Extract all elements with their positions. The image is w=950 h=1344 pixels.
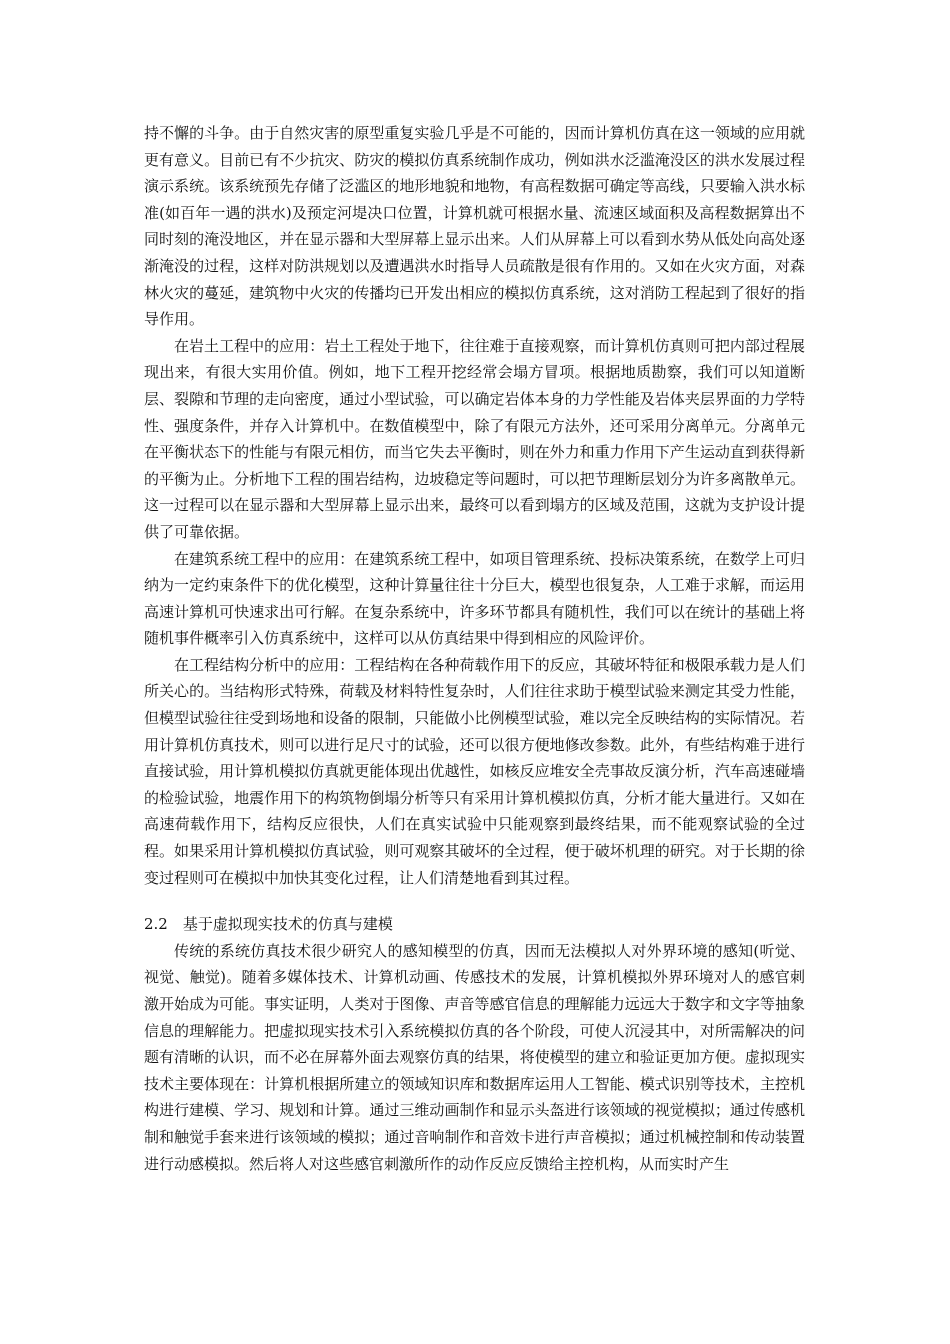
paragraph-virtual-reality: 传统的系统仿真技术很少研究人的感知模型的仿真，因而无法模拟人对外界环境的感知(听觉、视觉、触觉)。随着多媒体技术、计算机动画、传感技术的发展，计算机模拟外界环境对人的感官刺激开始成为可能。事实证明，人类对于图像、声音等感官信息的理解能力远远大于数字和文字等抽象信息的理解能力。把虚拟现实技术引入系统模拟仿真的各个阶段，可使人沉浸其中，对所需解决的问题有清晰的认识，而不必在屏幕外面去观察仿真的结果，将使模型的建立和验证更加方便。虚拟现实技术主要体现在：计算机根据所建立的领域知识库和数据库运用人工智能、模式识别等技术，主控机构进行建模、学习、规划和计算。通过三维动画制作和显示头盔进行该领域的视觉模拟；通过传感机制和触觉手套来进行该领域的模拟；通过音响制作和音效卡进行声音模拟；通过机械控制和传动装置进行动感模拟。然后将人对这些感官刺激所作的动作反应反馈给主控机构，从而实时产生 — [144, 941, 805, 1173]
document-page — [144, 120, 805, 1177]
section-heading: 2.2 基于虚拟现实技术的仿真与建模 — [144, 915, 393, 934]
paragraph-structural-analysis: 在工程结构分析中的应用：工程结构在各种荷载作用下的反应，其破坏特征和极限承载力是人们所关心的。当结构形式特殊，荷载及材料特性复杂时，人们往往求助于模型试验来测定其受力性能，但模型试验往往受到场地和设备的限制，只能做小比例模型试验，难以完全反映结构的实际情况。若用计算机仿真技术，则可以进行足尺寸的试验，还可以很方便地修改参数。此外，有些结构难于进行直接试验，用计算机模拟仿真就更能体现出优越性，如核反应堆安全壳事故反演分析，汽车高速碰墙的检验试验，地震作用下的构筑物倒塌分析等只有采用计算机模拟仿真，分析才能大量进行。又如在高速荷载作用下，结构反应很快，人们在真实试验中只能观察到最终结果，而不能观察试验的全过程。如果采用计算机模拟仿真试验，则可观察其破坏的全过程，便于破坏机理的研究。对于长期的徐变过程则可在模拟中加快其变化过程，让人们清楚地看到其过程。 — [144, 655, 805, 887]
paragraph-disaster-simulation: 持不懈的斗争。由于自然灾害的原型重复实验几乎是不可能的，因而计算机仿真在这一领域的应用就更有意义。目前已有不少抗灾、防灾的模拟仿真系统制作成功，例如洪水泛滥淹没区的洪水发展过程演示系统。该系统预先存储了泛滥区的地形地貌和地物，有高程数据可确定等高线，只要输入洪水标准(如百年一遇的洪水)及预定河堤决口位置，计算机就可根据水量、流速区域面积及高程数据算出不同时刻的淹没地区，并在显示器和大型屏幕上显示出来。人们从屏幕上可以看到水势从低处向高处逐渐淹没的过程，这样对防洪规划以及遭遇洪水时指导人员疏散是很有作用的。又如在火灾方面，对森林火灾的蔓延，建筑物中火灾的传播均已开发出相应的模拟仿真系统，这对消防工程起到了很好的指导作用。 — [144, 124, 805, 329]
paragraph-building-systems: 在建筑系统工程中的应用：在建筑系统工程中，如项目管理系统、投标决策系统，在数学上可归纳为一定约束条件下的优化模型，这种计算量往往十分巨大，模型也很复杂，人工难于求解，而运用高速计算机可快速求出可行解。在复杂系统中，许多环节都具有随机性，我们可以在统计的基础上将随机事件概率引入仿真系统中，这样可以从仿真结果中得到相应的风险评价。 — [144, 549, 805, 648]
paragraph-geotechnical: 在岩土工程中的应用：岩土工程处于地下，往往难于直接观察，而计算机仿真则可把内部过程展现出来，有很大实用价值。例如，地下工程开挖经常会塌方冒项。根据地质勘察，我们可以知道断层、裂隙和节理的走向密度，通过小型试验，可以确定岩体本身的力学性能及岩体夹层界面的力学特性、强度条件，并存入计算机中。在数值模型中，除了有限元方法外，还可采用分离单元。分离单元在平衡状态下的性能与有限元相仿，而当它失去平衡时，则在外力和重力作用下产生运动直到获得新的平衡为止。分析地下工程的围岩结构，边坡稳定等问题时，可以把节理断层划分为许多离散单元。这一过程可以在显示器和大型屏幕上显示出来，最终可以看到塌方的区域及范围，这就为支护设计提供了可靠依据。 — [144, 336, 805, 541]
